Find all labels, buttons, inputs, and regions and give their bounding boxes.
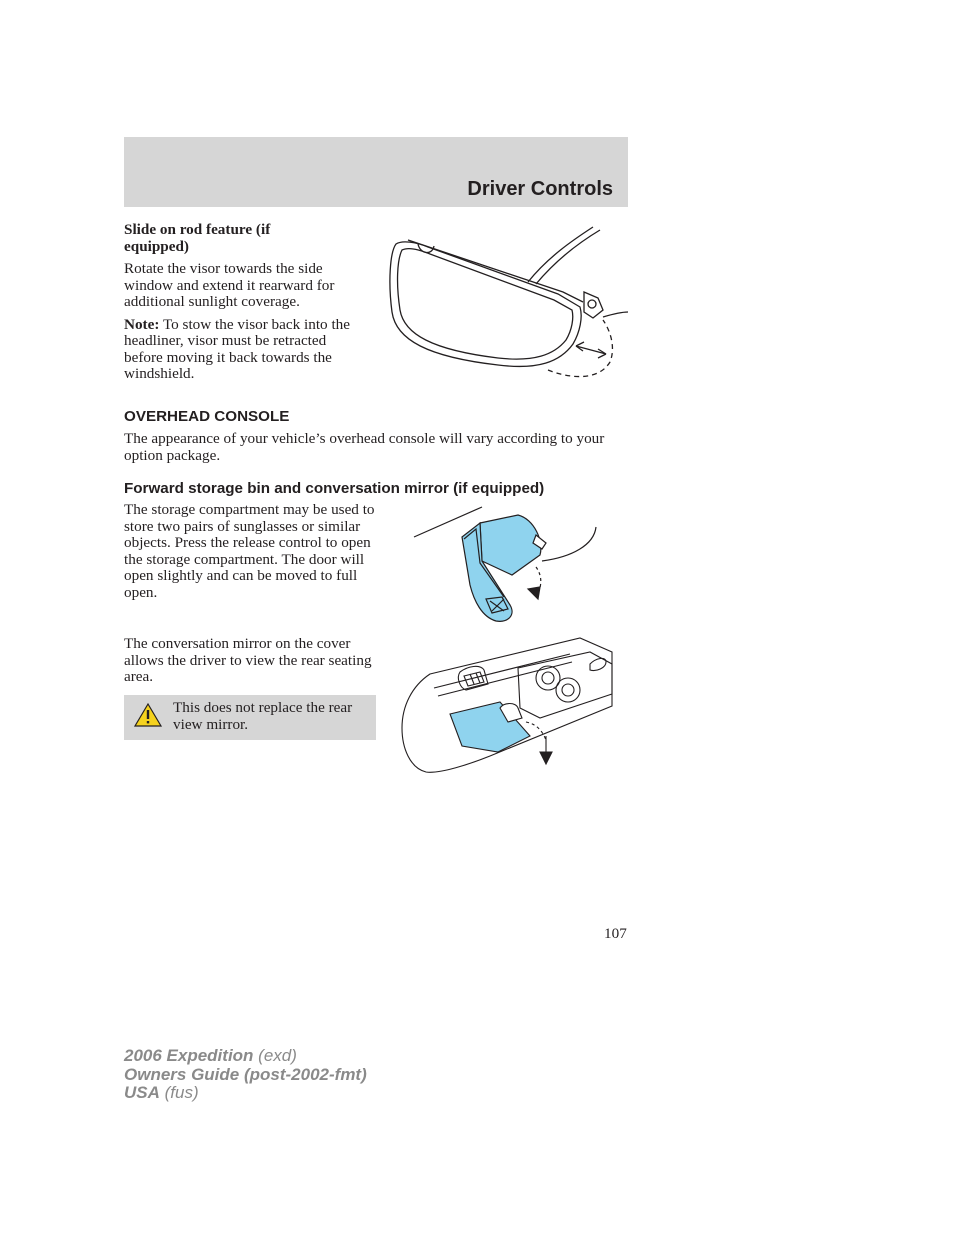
section-title: Driver Controls (467, 178, 613, 200)
overhead-heading: OVERHEAD CONSOLE (124, 408, 290, 425)
conversation-mirror-illustration (400, 636, 615, 776)
footer-line-1 (124, 1047, 367, 1066)
visor-note (124, 317, 364, 383)
warning-box (124, 695, 376, 740)
storage-bin-illustration (412, 505, 607, 625)
mirror-body: The conversation mirror on the cover allows the driver to view the rear seating area. (124, 635, 372, 685)
warning-text: This does not replace the rear view mirror. (173, 699, 353, 733)
overhead-console-section (124, 408, 628, 464)
section-header-bar (124, 137, 628, 207)
storage-body: The storage compartment may be used to store two pairs of sunglasses or similar objects. Press the release control to open the storage compartment. The door will open slightly and can be moved to full open. (124, 501, 375, 601)
footer-line-2 (124, 1066, 367, 1085)
document-footer (124, 1047, 367, 1103)
footer-model-code: (exd) (253, 1046, 297, 1065)
warning-triangle-icon (134, 702, 162, 728)
footer-line-3 (124, 1084, 367, 1103)
sun-visor-illustration (388, 222, 633, 387)
footer-guide: Owners Guide (post-2002-fmt) (124, 1064, 367, 1084)
note-text: To stow the visor back into the headliner, visor must be retracted before moving it back towards the windshield. (124, 315, 351, 382)
storage-heading: Forward storage bin and conversation mirror (if equipped) (124, 480, 545, 497)
footer-market-code: (fus) (159, 1083, 199, 1102)
footer-model: 2006 Expedition (124, 1046, 254, 1065)
storage-section (124, 480, 628, 497)
visor-heading: Slide on rod feature (if equipped) (124, 221, 271, 255)
mirror-body-block (124, 636, 374, 686)
visor-body: Rotate the visor towards the side window and extend it rearward for additional sunlight coverage. (124, 260, 335, 310)
visor-section (124, 222, 364, 383)
note-label: Note: (124, 315, 160, 333)
storage-body-block (124, 502, 378, 601)
overhead-body: The appearance of your vehicle’s overhead console will vary according to your option package. (124, 430, 605, 464)
footer-market: USA (124, 1083, 160, 1102)
page-number: 107 (604, 925, 627, 942)
